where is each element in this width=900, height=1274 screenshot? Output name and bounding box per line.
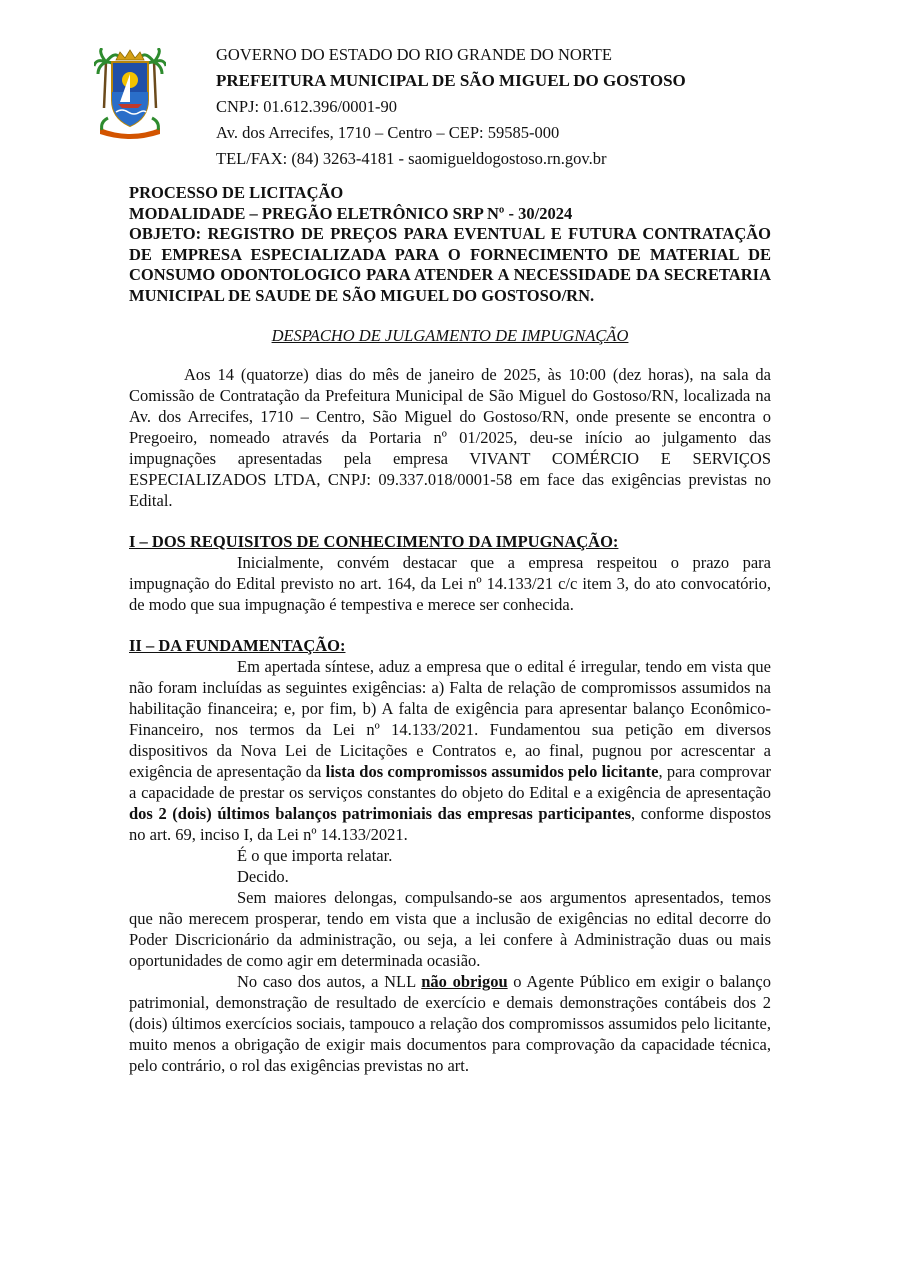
header-government: GOVERNO DO ESTADO DO RIO GRANDE DO NORTE: [216, 45, 612, 64]
fundamentacao-paragraph-4: Sem maiores delongas, compulsando-se aos argumentos apresentados, temos que não merecem prosperar, tendo em vista que a inclusão de exigências no edital decorre do Poder Discricionário da administração, ou seja, a lei confere à Administração duas ou mais oportunidades de como agir em determinada ocasião.: [129, 888, 771, 970]
fundamentacao-paragraph-5: [129, 971, 771, 1076]
text-run: , para comprovar a capacidade de prestar os serviços constantes do objeto do Edital e a exigência de apresentação: [129, 762, 771, 802]
document-body: [129, 183, 771, 1076]
header-address: Av. dos Arrecifes, 1710 – Centro – CEP: 59585-000: [216, 123, 560, 142]
text-run: o Agente Público em exigir o balanço patrimonial, demonstração de resultado de exercício e demais demonstrações contábeis dos 2 (dois) últimos exercícios sociais, tampouco a relação dos compromissos assumidos pelo licitante, muito menos a obrigação de exigir mais documentos para comprovação da capacidade técnica, pelo contrário, o rol das exigências previstas no art.: [129, 972, 772, 1075]
section-1-paragraph: Inicialmente, convém destacar que a empresa respeitou o prazo para impugnação do Edital previsto no art. 164, da Lei nº 14.133/21 c/c item 3, do ato convocatório, de modo que sua impugnação é tempestiva e merece ser conhecida.: [129, 553, 771, 614]
underlined-bold-text-run: não obrigou: [421, 972, 508, 991]
document-title: DESPACHO DE JULGAMENTO DE IMPUGNAÇÃO: [271, 326, 629, 345]
section-1-heading: I – DOS REQUISITOS DE CONHECIMENTO DA IMPUGNAÇÃO:: [129, 532, 619, 551]
object-description: OBJETO: REGISTRO DE PREÇOS PARA EVENTUAL E FUTURA CONTRATAÇÃO DE EMPRESA ESPECIALIZADA PARA O FORNECIMENTO DE MATERIAL DE CONSUMO ODONTOLOGICO PARA ATENDER A NECESSIDADE DA SECRETARIA MUNICIPAL DE SAUDE DE SÃO MIGUEL DO GOSTOSO/RN.: [129, 224, 771, 305]
header-prefeitura: PREFEITURA MUNICIPAL DE SÃO MIGUEL DO GOSTOSO: [216, 71, 686, 90]
section-2-heading: II – DA FUNDAMENTAÇÃO:: [129, 636, 346, 655]
municipal-crest-logo: [94, 48, 166, 142]
process-label: PROCESSO DE LICITAÇÃO: [129, 183, 344, 202]
header-contact: TEL/FAX: (84) 3263-4181 - saomigueldogostoso.rn.gov.br: [216, 149, 607, 168]
text-run: Em apertada síntese, aduz a empresa que o edital é irregular, tendo em vista que não foram incluídas as seguintes exigências: a) Falta de relação de compromissos assumidos na habilitação financeira; e, por fim, b) A falta de exigência para apresentar balanço Econômico-Financeiro, nos termos da Lei nº 14.133/2021. Fundamentou sua petição em diversos dispositivos da Nova Lei de Licitações e Contratos e, ao final, pugnou por acrescentar a exigência de apresentação da: [129, 657, 771, 781]
text-run: No caso dos autos, a NLL: [237, 972, 422, 991]
letterhead: [216, 42, 686, 172]
bold-text-run: dos 2 (dois) últimos balanços patrimoniais das empresas participantes: [129, 804, 631, 823]
fundamentacao-paragraph-2: É o que importa relatar.: [237, 846, 393, 865]
text-run: , conforme dispostos no art. 69, inciso I, da Lei nº 14.133/2021.: [129, 804, 771, 844]
intro-paragraph: Aos 14 (quatorze) dias do mês de janeiro de 2025, às 10:00 (dez horas), na sala da Comissão de Contratação da Prefeitura Municipal de São Miguel do Gostoso/RN, localizada na Av. dos Arrecifes, 1710 – Centro, São Miguel do Gostoso/RN, onde presente se encontra o Pregoeiro, nomeado através da Portaria nº 01/2025, deu-se início ao julgamento das impugnações apresentadas pela empresa VIVANT COMÉRCIO E SERVIÇOS ESPECIALIZADOS LTDA, CNPJ: 09.337.018/0001-58 em face das exigências previstas no Edital.: [129, 365, 771, 510]
process-info: [129, 183, 771, 224]
fundamentacao-paragraph-1: [129, 656, 771, 845]
bold-text-run: lista dos compromissos assumidos pelo licitante: [325, 762, 659, 781]
modality-label: MODALIDADE – PREGÃO ELETRÔNICO SRP Nº - 30/2024: [129, 203, 573, 223]
fundamentacao-paragraph-3: Decido.: [237, 867, 289, 886]
header-cnpj: CNPJ: 01.612.396/0001-90: [216, 97, 398, 116]
